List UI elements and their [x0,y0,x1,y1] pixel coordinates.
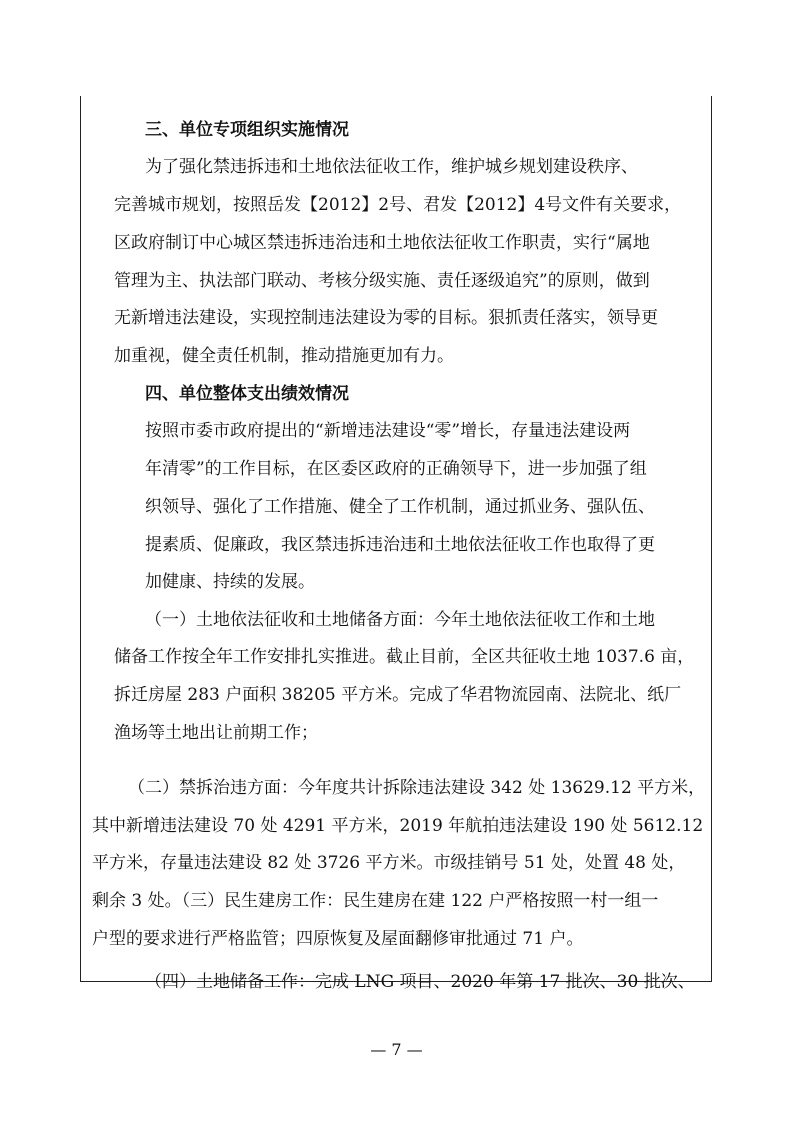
paragraph-line: （四）土地储备工作：完成 LNG 项目、2020 年第 17 批次、30 批次、 [145,972,695,992]
paragraph-line: 拆迁房屋 283 户面积 38205 平方米。完成了华君物流园南、法院北、纸厂 [114,685,682,705]
paragraph-line: （二）禁拆治违方面：今年度共计拆除违法建设 342 处 13629.12 平方米， [128,778,706,798]
paragraph-line: 加重视，健全责任机制，推动措施更加有力。 [114,346,454,366]
paragraph-line: 织领导、强化了工作措施、健全了工作机制，通过抓业务、强队伍、 [145,497,655,517]
section-heading-4: 四、单位整体支出绩效情况 [145,384,349,404]
paragraph-line: 加健康、持续的发展。 [145,572,315,592]
paragraph-line: 渔场等土地出让前期工作； [114,723,318,743]
paragraph-line: 剩余 3 处。（三）民生建房工作：民生建房在建 122 户严格按照一村一组一 [92,891,659,911]
paragraph-line: 平方米，存量违法建设 82 处 3726 平方米。市级挂销号 51 处，处置 48 处， [92,853,686,873]
paragraph-line: （一）土地依法征收和土地储备方面：今年土地依法征收工作和土地 [145,610,655,630]
paragraph-line: 年清零”的工作目标，在区委区政府的正确领导下，进一步加强了组 [145,459,647,479]
paragraph-line: 无新增违法建设，实现控制违法建设为零的目标。狠抓责任落实，领导更 [114,308,658,328]
paragraph-line: 储备工作按全年工作安排扎实推进。截止目前，全区共征收土地 1037.6 亩， [114,647,695,667]
paragraph-line: 按照市委市政府提出的“新增违法建设“零”增长，存量违法建设两 [145,421,631,441]
paragraph-line: 完善城市规划，按照岳发【2012】2号、君发【2012】4号文件有关要求， [114,195,682,215]
paragraph-line: 区政府制订中心城区禁违拆违治违和土地依法征收工作职责，实行“属地 [114,233,650,253]
paragraph-line: 管理为主、执法部门联动、考核分级实施、责任逐级追究”的原则，做到 [114,271,650,291]
section-heading-3: 三、单位专项组织实施情况 [145,120,349,140]
page-number: — 7 — [370,1040,423,1059]
paragraph-line: 提素质、促廉政，我区禁违拆违治违和土地依法征收工作也取得了更 [145,535,655,555]
paragraph-line: 其中新增违法建设 70 处 4291 平方米，2019 年航拍违法建设 190 处 5612.12 [92,816,704,836]
paragraph-line: 户型的要求进行严格监管；四原恢复及屋面翻修审批通过 71 户。 [92,929,584,949]
paragraph-line: 为了强化禁违拆违和土地依法征收工作，维护城乡规划建设秩序、 [145,157,638,177]
